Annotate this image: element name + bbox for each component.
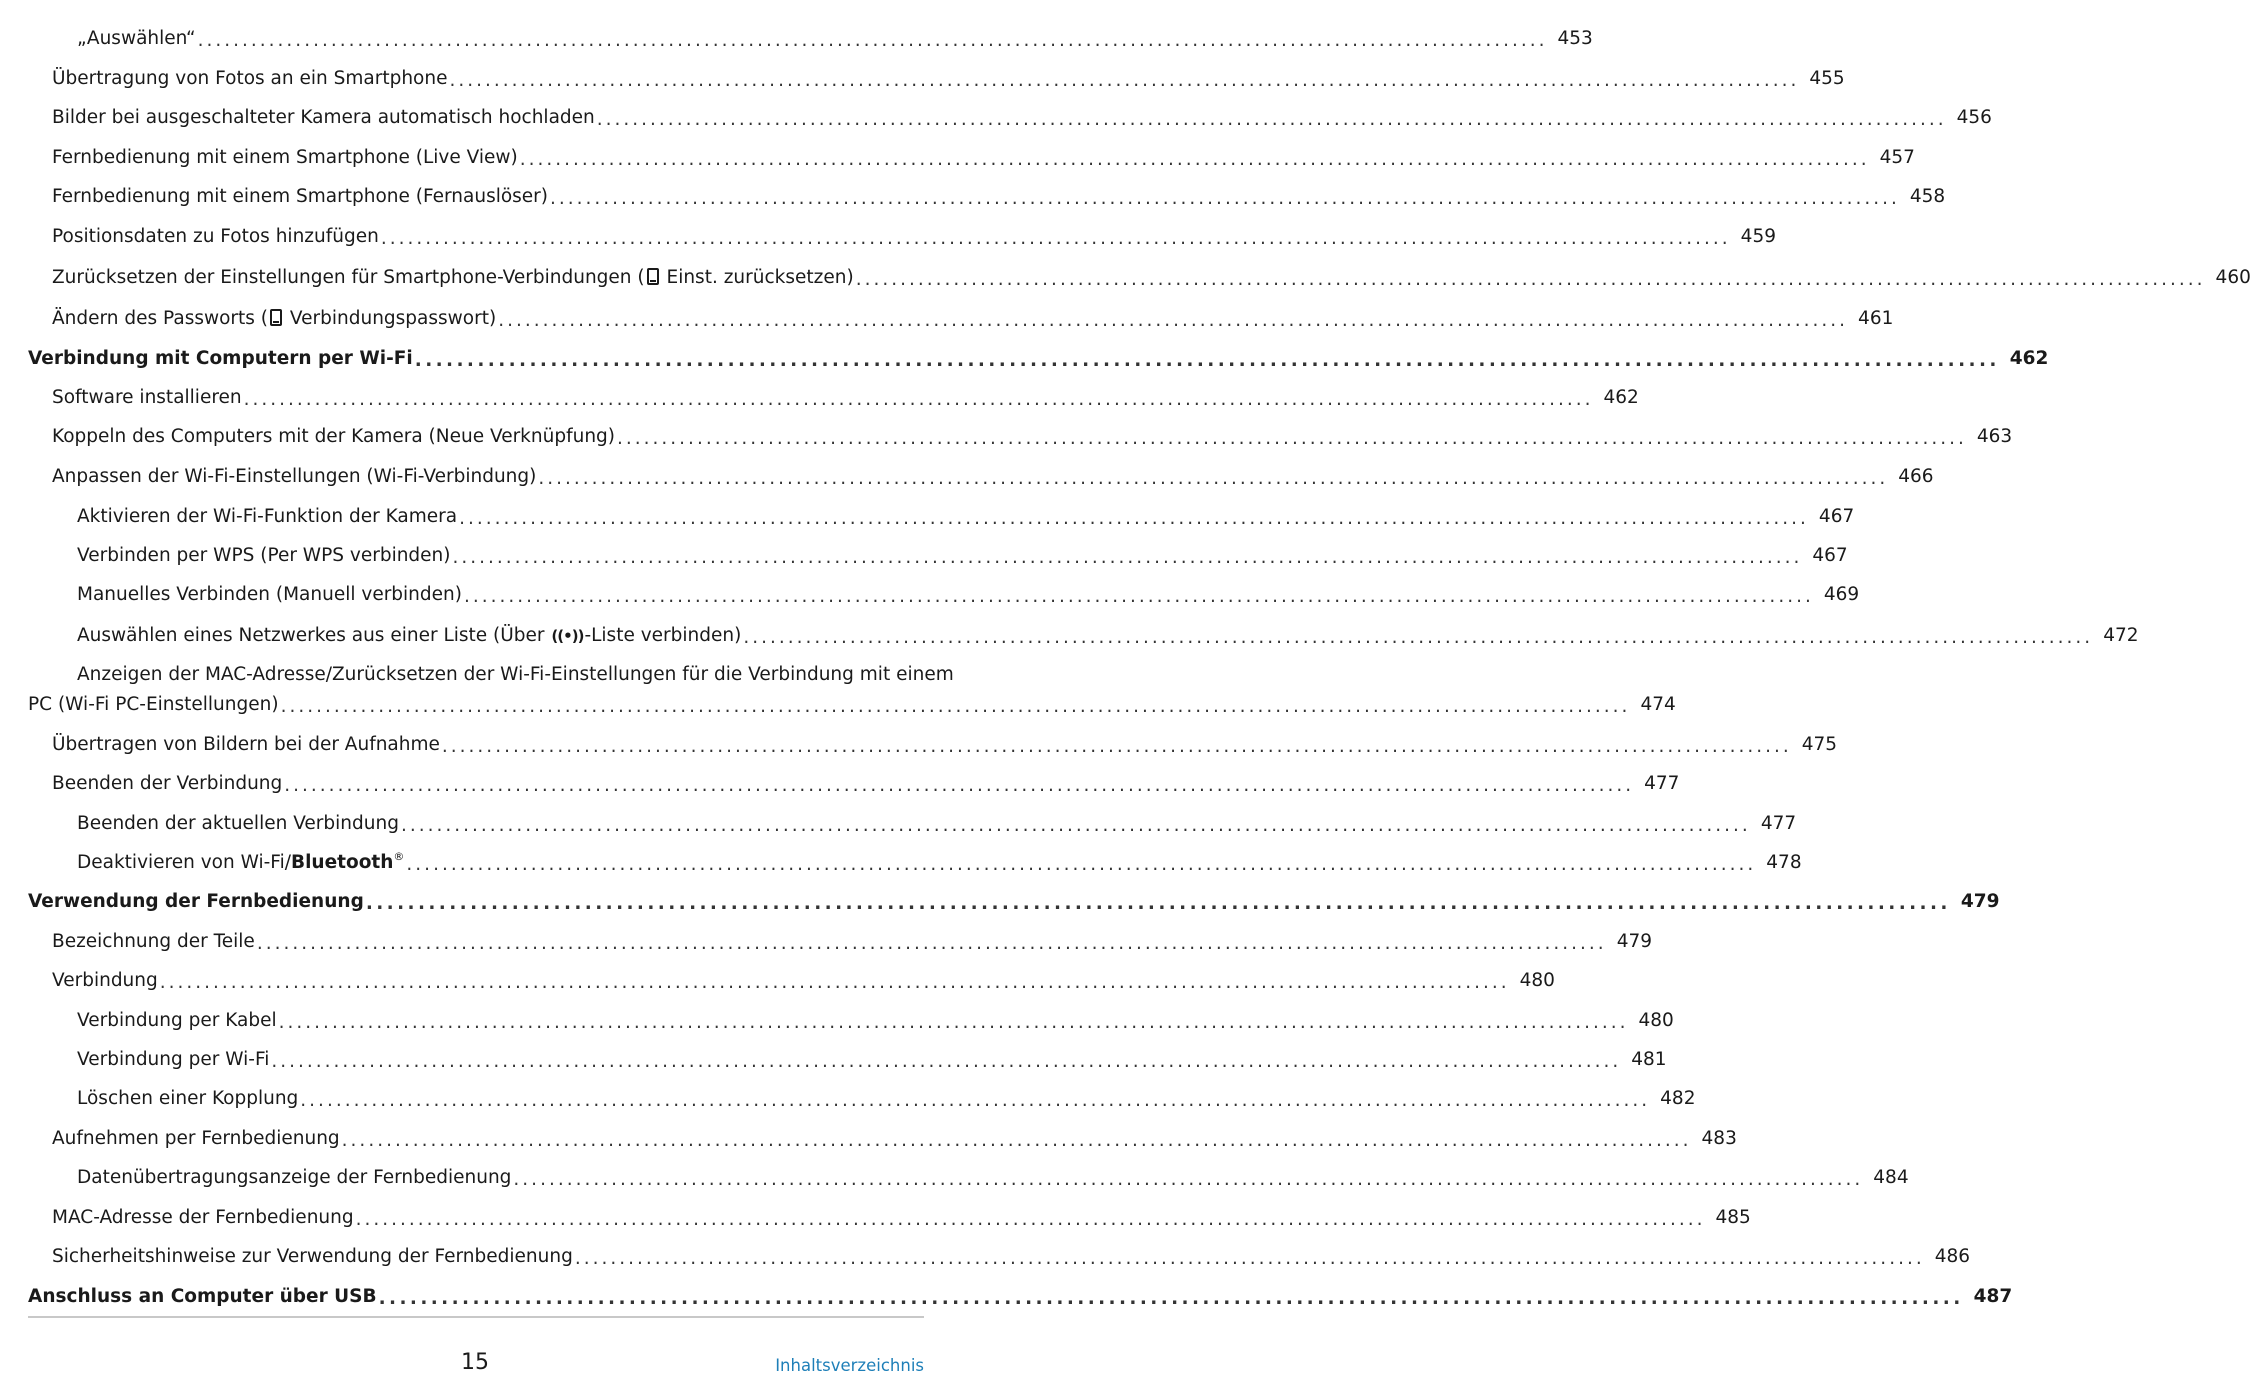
toc-entry-page: 469 — [1823, 583, 1860, 605]
leader-dots — [453, 547, 1803, 568]
toc-entry-title: Verbindung per Wi-Fi — [77, 1048, 270, 1070]
leader-dots — [449, 70, 1799, 91]
toc-entry-title: Software installieren — [52, 386, 242, 408]
toc-entry-page: 479 — [1616, 930, 1652, 952]
toc-entry-page: 460 — [2215, 266, 2251, 288]
toc-entry-title: Verbindung — [52, 969, 158, 991]
toc-entry-title: Anzeigen der MAC-Adresse/Zurücksetzen der Wi-Fi-Einstellungen für die Verbindung mit einem — [77, 663, 954, 685]
leader-dots — [617, 428, 1967, 449]
toc-entry[interactable] — [28, 379, 1639, 415]
toc-entry-title: Aufnehmen per Fernbedienung — [52, 1127, 340, 1149]
toc-entry-page: 480 — [1638, 1009, 1674, 1031]
leader-dots — [198, 30, 1548, 51]
leader-dots — [379, 1288, 1964, 1309]
toc-entry-page: 453 — [1557, 27, 1593, 49]
toc-entry-title: Koppeln des Computers mit der Kamera (Neue Verknüpfung) — [52, 425, 616, 447]
toc-entry[interactable] — [28, 1041, 1667, 1077]
toc-entry[interactable] — [28, 1002, 1674, 1038]
toc-entry-title: Übertragen von Bildern bei der Aufnahme — [52, 733, 440, 755]
leader-dots — [300, 1090, 1650, 1111]
leader-dots — [406, 854, 1756, 875]
toc-entry-page: 485 — [1715, 1206, 1751, 1228]
toc-entry-page: 482 — [1660, 1087, 1696, 1109]
toc-entry-page: 483 — [1701, 1127, 1737, 1149]
toc-entry-title: Verbindung mit Computern per Wi-Fi — [28, 347, 413, 369]
toc-entry-title: Fernbedienung mit einem Smartphone (Fernauslöser) — [52, 185, 549, 207]
toc-entry-title: Positionsdaten zu Fotos hinzufügen — [52, 225, 379, 247]
toc-entry[interactable] — [28, 418, 2013, 454]
toc-entry[interactable] — [28, 726, 1838, 762]
toc-entry-page: 458 — [1909, 185, 1946, 207]
toc-entry-title: PC (Wi-Fi PC-Einstellungen) — [28, 693, 279, 715]
toc-entry[interactable] — [28, 1159, 1909, 1195]
leader-dots — [498, 310, 1848, 331]
toc-entry-page: 477 — [1760, 812, 1797, 834]
toc-entry[interactable] — [28, 1120, 1737, 1156]
toc-entry-page: 479 — [1960, 890, 2000, 912]
toc-entry-title: Sicherheitshinweise zur Verwendung der Fernbedienung — [52, 1245, 573, 1267]
toc-entry[interactable] — [28, 259, 2251, 295]
toc-entry[interactable] — [28, 962, 1555, 998]
toc-entry-page: 462 — [2009, 347, 2049, 369]
toc-entry-page: 478 — [1766, 851, 1802, 873]
toc-entry[interactable] — [28, 178, 1946, 214]
toc-entry[interactable] — [28, 576, 1860, 612]
toc-entry-title: Verbindung per Kabel — [77, 1009, 277, 1031]
toc-entry-page: 486 — [1934, 1245, 1971, 1267]
leader-dots — [271, 1051, 1621, 1072]
leader-dots — [459, 508, 1809, 529]
leader-dots — [381, 228, 1731, 249]
footer-divider — [28, 1316, 924, 1318]
leader-dots — [743, 627, 2093, 648]
leader-dots — [356, 1209, 1706, 1230]
toc-entry-page: 481 — [1631, 1048, 1667, 1070]
leader-dots — [415, 350, 2000, 371]
toc-entry[interactable] — [28, 844, 1802, 880]
wifi-antenna-icon: ((•)) — [551, 626, 584, 645]
toc-entry-title: Löschen einer Kopplung — [77, 1087, 299, 1109]
toc-entry-page: 457 — [1879, 146, 1915, 168]
toc-entry-title: Beenden der aktuellen Verbindung — [77, 812, 399, 834]
toc-entry[interactable] — [28, 498, 1855, 534]
toc-entry-title: Beenden der Verbindung — [52, 772, 283, 794]
toc-entry-page: 475 — [1801, 733, 1838, 755]
leader-dots — [513, 1169, 1863, 1190]
toc-entry-page: 466 — [1898, 465, 1934, 487]
leader-dots — [520, 149, 1870, 170]
toc-entry-page: 480 — [1519, 969, 1555, 991]
toc-entry-page: 477 — [1644, 772, 1680, 794]
toc-entry-title: Deaktivieren von Wi-Fi/Bluetooth® — [77, 849, 405, 874]
toc-entry-title: Verwendung der Fernbedienung — [28, 890, 364, 912]
leader-dots — [464, 586, 1814, 607]
toc-entry[interactable] — [28, 537, 1848, 573]
leader-dots — [244, 389, 1594, 410]
toc-entry[interactable] — [28, 617, 2139, 653]
toc-entry-page: 455 — [1809, 67, 1845, 89]
leader-dots — [342, 1130, 1692, 1151]
toc-entry-page: 467 — [1812, 544, 1848, 566]
toc-entry-page: 472 — [2103, 624, 2139, 646]
toc-entry-title: Zurücksetzen der Einstellungen für Smartphone-Verbindungen ( Einst. zurücksetzen) — [52, 266, 854, 288]
toc-entry-title: Datenübertragungsanzeige der Fernbedienung — [77, 1166, 512, 1188]
leader-dots — [279, 1012, 1629, 1033]
leader-dots — [160, 972, 1510, 993]
toc-entry-page: 456 — [1956, 106, 1992, 128]
toc-entry[interactable] — [28, 218, 1776, 254]
leader-dots — [442, 736, 1792, 757]
toc-entry-title: Verbinden per WPS (Per WPS verbinden) — [77, 544, 451, 566]
leader-dots — [550, 188, 1900, 209]
leader-dots — [257, 933, 1607, 954]
toc-entry[interactable] — [28, 1199, 1751, 1235]
toc-entry-page: 463 — [1976, 425, 2013, 447]
toc-entry-title: Übertragung von Fotos an ein Smartphone — [52, 67, 448, 89]
toc-entry-page: 474 — [1640, 693, 1676, 715]
toc-entry-title: Auswählen eines Netzwerkes aus einer Liste (Über ((•))-Liste verbinden) — [77, 624, 742, 646]
toc-entry[interactable] — [28, 923, 1652, 959]
toc-entry[interactable] — [28, 458, 1934, 494]
toc-entry-title: Bezeichnung der Teile — [52, 930, 255, 952]
leader-dots — [366, 893, 1951, 914]
leader-dots — [401, 815, 1751, 836]
toc-entry-title: Anpassen der Wi-Fi-Einstellungen (Wi-Fi-Verbindung) — [52, 465, 537, 487]
leader-dots — [538, 468, 1888, 489]
toc-entry-page: 461 — [1858, 307, 1894, 329]
toc-entry[interactable] — [28, 99, 1992, 135]
toc-entry-title: Bilder bei ausgeschalteter Kamera automatisch hochladen — [52, 106, 595, 128]
toc-entry[interactable] — [28, 60, 1845, 96]
page-number: 15 — [461, 1350, 489, 1375]
leader-dots — [575, 1248, 1925, 1269]
toc-entry-title: Anschluss an Computer über USB — [28, 1285, 377, 1307]
leader-dots — [284, 775, 1634, 796]
toc-entry[interactable] — [28, 300, 1894, 336]
toc-entry[interactable] — [28, 805, 1797, 841]
leader-dots — [597, 109, 1947, 130]
toc-entry[interactable] — [28, 20, 1593, 56]
toc-entry-page: 462 — [1603, 386, 1639, 408]
phone-icon — [270, 309, 282, 326]
toc-entry-title: MAC-Adresse der Fernbedienung — [52, 1206, 354, 1228]
toc-entry-page: 459 — [1740, 225, 1776, 247]
toc-chapter[interactable] — [28, 340, 2049, 376]
toc-entry-title: Ändern des Passworts ( Verbindungspasswort) — [52, 307, 497, 329]
contents-link[interactable]: Inhaltsverzeichnis — [775, 1356, 924, 1375]
toc-entry[interactable] — [28, 765, 1680, 801]
toc-chapter[interactable] — [28, 1278, 2013, 1314]
toc-entry-page: 487 — [1973, 1285, 2013, 1307]
toc-entry[interactable] — [28, 139, 1915, 175]
toc-entry-page: 484 — [1873, 1166, 1909, 1188]
leader-dots — [856, 269, 2206, 290]
toc-entry-line2[interactable] — [28, 686, 1676, 722]
toc-entry-title: „Auswählen“ — [77, 27, 196, 49]
toc-entry-title: Fernbedienung mit einem Smartphone (Live View) — [52, 146, 518, 168]
toc-entry[interactable] — [28, 1080, 1696, 1116]
toc-chapter[interactable] — [28, 883, 2000, 919]
toc-entry-title: Aktivieren der Wi-Fi-Funktion der Kamera — [77, 505, 458, 527]
toc-entry-page: 467 — [1818, 505, 1855, 527]
leader-dots — [281, 696, 1631, 717]
phone-icon — [647, 268, 659, 285]
toc-entry-title: Manuelles Verbinden (Manuell verbinden) — [77, 583, 462, 605]
toc-entry[interactable] — [28, 1238, 1971, 1274]
